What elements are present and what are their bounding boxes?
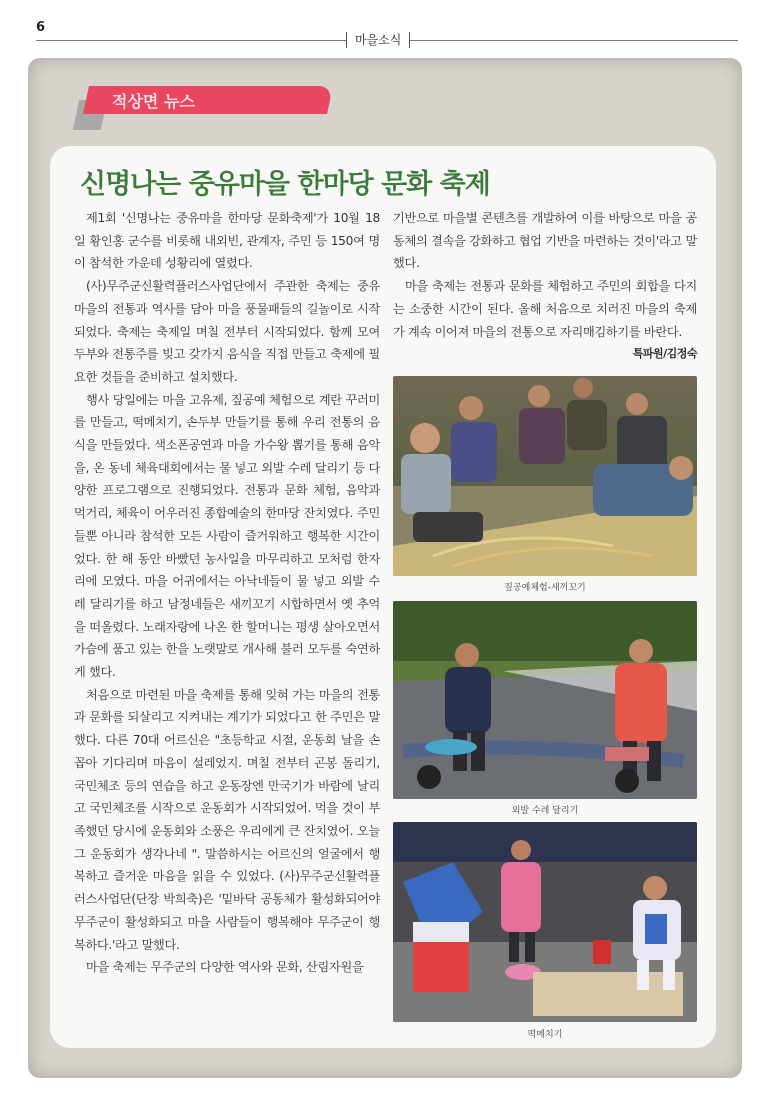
article-right-column	[393, 207, 697, 366]
article-left-column	[74, 207, 380, 979]
paragraph: 제1회 '신명나는 중유마을 한마당 문화축제'가 10월 18일 황인홍 군수를 비롯해 내외빈, 관계자, 주민 등 150여 명이 참석한 가운데 성황리에 열렸다.	[74, 211, 380, 271]
photo-image	[393, 822, 697, 1022]
byline: 특파원/김정숙	[632, 347, 697, 361]
section-header: 마을소식	[346, 32, 410, 48]
paragraph: 처음으로 마련된 마을 축제를 통해 잊혀 가는 마을의 전통과 문화를 되살리고 지켜내는 계기가 되었다고 한 주민은 말했다. 다른 70대 어르신은 "초등학교 시절, 운동회 날을 손꼽아 기다리며 마음이 설레었지. 며칠 전부터 곤봉 돌리기, 국민체조 등의 연습을 하고 운동장엔 만국기가 바람에 날리고 국민체조를 시작으로 운동회가 시작되었어. 먹을 것이 부족했던 당시에 운동회와 소풍은 우리에게 큰 잔치였어. 오늘 그 운동회가 생각나네 ". 말씀하시는 어르신의 얼굴에서 행복하고 즐거운 마음을 읽을 수 있었다. (사)무주군신활력플러스사업단(단장 박희축)은 '밑바닥 공동체가 활성화되어야 무주군이 활성화되고 마을 사람들이 행복해야 무주군이 행복하다.'라고 말했다.	[74, 687, 380, 952]
photo-rice-cake-pounding	[393, 822, 697, 1022]
paragraph	[393, 275, 697, 361]
photo-straw-rope-twisting	[393, 376, 697, 576]
photo-image	[393, 601, 697, 799]
article-headline: 신명나는 중유마을 한마당 문화 축제	[80, 169, 490, 200]
paragraph-text: 마을 축제는 전통과 문화를 체험하고 주민의 회합을 다지는 소중한 시간이 된다. 올해 처음으로 치러진 마을의 축제가 계속 이어져 마을의 전통으로 자리매김하기를 바란다.	[393, 279, 697, 339]
photo-caption: 떡메치기	[527, 1030, 563, 1040]
category-label: 적상면 뉴스	[112, 92, 195, 111]
paragraph: (사)무주군신활력플러스사업단에서 주관한 축제는 중유마을의 전통과 역사를 담아 마을 풍물패들의 길놀이로 시작되었다. 축제는 축제일 며칠 전부터 시작되었다. 함께 모여 두부와 전통주를 빚고 갖가지 음식을 직접 만들고 축제에 필요한 것들을 준비하고 설치했다.	[74, 279, 380, 384]
paragraph: 행사 당일에는 마을 고유제, 짚공예 체험으로 계란 꾸러미를 만들고, 떡메치기, 손두부 만들기를 통해 우리 전통의 음식을 만들었다. 색소폰공연과 마을 가수왕 뽑기를 통해 음악을, 온 동네 체육대회에서는 물 넣고 외발 수레 달리기 등 다양한 프로그램으로 진행되었다. 전통과 문화 체험, 음악과 먹거리, 체육이 어우러진 종합예술의 한마당 잔치였다. 주민들뿐 아니라 참석한 모든 사람이 즐거워하고 행복한 시간이었다. 한 해 동안 바빴던 농사일을 마무리하고 모처럼 한자리에 모였다. 마을 어귀에서는 아낙네들이 물 넣고 외발 수레 달리기를 하고 남정네들은 새끼꼬기 시합하면서 옛 추억을 떠올렸다. 노래자랑에 나온 한 할머니는 평생 살아오면서 가슴에 품고 있는 한을 노랫말로 개사해 불러 모두를 숙연하게 했다.	[74, 392, 380, 680]
photo-image	[393, 376, 697, 576]
page-number: 6	[36, 20, 46, 35]
photo-wheelbarrow-race	[393, 601, 697, 799]
paragraph: 기반으로 마을별 콘텐츠를 개발하여 이를 바탕으로 마을 공동체의 결속을 강화하고 협업 기반을 마련하는 것이'라고 말했다.	[393, 211, 697, 271]
photo-caption: 짚공예체험-새끼꼬기	[504, 583, 586, 593]
paragraph: 마을 축제는 무주군의 다양한 역사와 문화, 산림자원을	[86, 960, 364, 975]
photo-caption: 외발 수레 달리기	[511, 806, 579, 816]
